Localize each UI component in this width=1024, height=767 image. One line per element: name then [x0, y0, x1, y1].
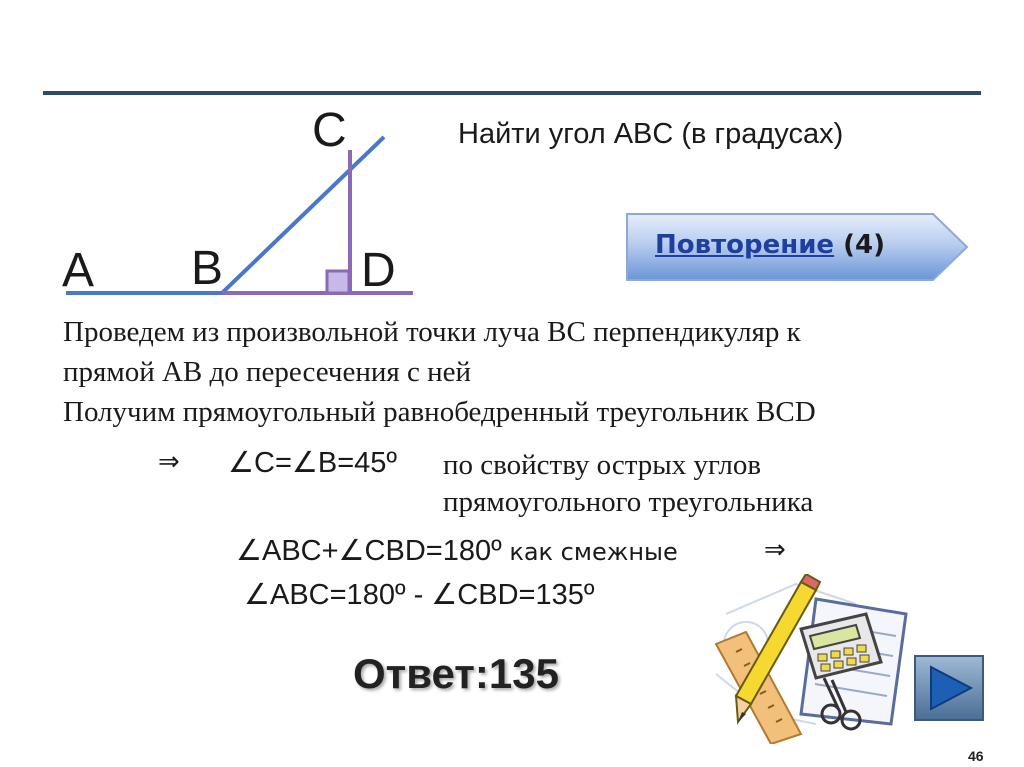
point-label-c: C — [312, 104, 347, 157]
school-supplies-icon — [706, 574, 912, 744]
angles-equal: ∠C=∠B=45º — [228, 447, 398, 479]
ray-bc — [222, 137, 384, 293]
adjacent-sum-reason: как смежные — [501, 538, 678, 566]
right-angle-mark — [327, 271, 349, 293]
review-button[interactable] — [625, 212, 970, 282]
next-slide-button[interactable] — [913, 654, 985, 722]
point-label-d: D — [361, 244, 396, 297]
answer: Ответ:135 — [353, 650, 559, 697]
review-label — [655, 230, 885, 260]
page-number: 46 — [968, 748, 984, 764]
solution-line-2: прямой АВ до пересечения с ней — [63, 356, 471, 388]
reason-line-1: по свойству острых углов — [443, 449, 762, 481]
implies-arrow-2: ⇒ — [764, 535, 786, 564]
solution-line-1: Проведем из произвольной точки луча ВС перпендикуляр к — [63, 316, 801, 348]
adjacent-sum-equation: ∠ABC+∠CBD=180º — [236, 535, 502, 567]
solution-line-3: Получим прямоугольный равнобедренный треугольник ВСD — [63, 396, 816, 428]
implies-arrow-1: ⇒ — [158, 447, 180, 476]
task-statement: Найти угол ABC (в градусах) — [458, 118, 844, 150]
reason-line-2: прямоугольного треугольника — [443, 486, 814, 518]
adjacent-sum — [236, 533, 678, 568]
point-label-a: A — [62, 244, 95, 297]
abc-result: ∠ABC=180º - ∠CBD=135º — [244, 579, 595, 611]
review-link[interactable]: Повторение — [655, 230, 835, 260]
review-count: (4) — [834, 230, 885, 260]
point-label-b: B — [191, 242, 224, 295]
